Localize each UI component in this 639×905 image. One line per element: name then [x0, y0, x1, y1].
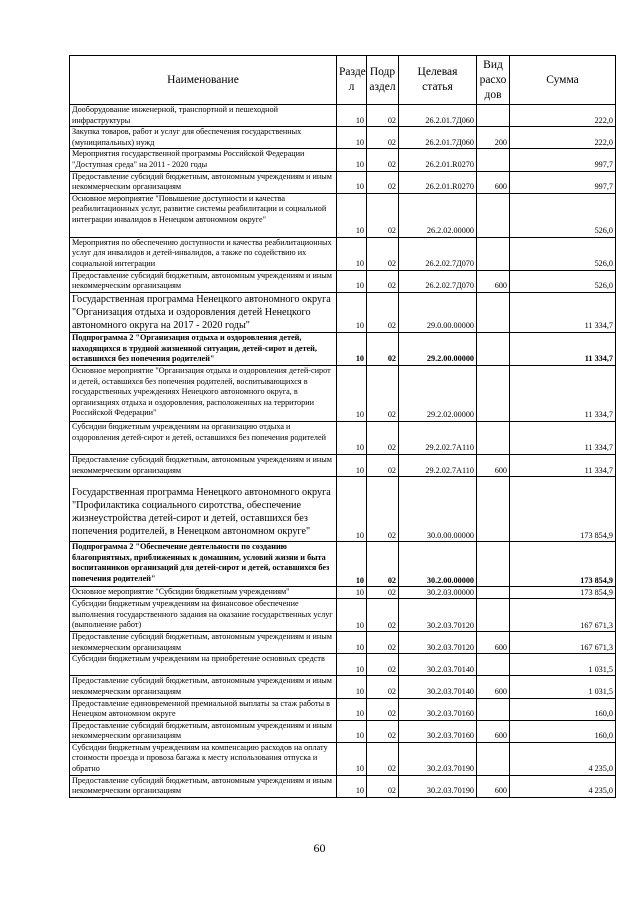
header-razdel: Разде л	[337, 56, 367, 105]
row-target: 30.2.03.70140	[399, 654, 477, 676]
row-name: Субсидии бюджетным учреждениям на организацию отдыха и оздоровления детей-сирот и детей, оставшихся без попечения родителей	[70, 421, 337, 454]
row-podrazdel: 02	[367, 454, 399, 476]
row-podrazdel: 02	[367, 742, 399, 775]
row-razdel: 10	[337, 105, 367, 127]
row-type	[477, 542, 510, 587]
row-target: 30.2.03.70120	[399, 599, 477, 632]
row-target: 29.2.02.7А110	[399, 454, 477, 476]
row-sum: 11 334,7	[510, 454, 616, 476]
row-razdel: 10	[337, 587, 367, 599]
row-podrazdel: 02	[367, 193, 399, 237]
row-razdel: 10	[337, 237, 367, 270]
row-podrazdel: 02	[367, 127, 399, 149]
table-row	[70, 421, 616, 454]
table-row	[70, 454, 616, 476]
table-row	[70, 599, 616, 632]
row-podrazdel: 02	[367, 775, 399, 797]
row-sum: 173 854,9	[510, 542, 616, 587]
row-name: Предоставление субсидий бюджетным, автономным учреждениям и иным некоммерческим организациям	[70, 171, 337, 193]
row-type: 600	[477, 171, 510, 193]
row-razdel: 10	[337, 720, 367, 742]
row-razdel: 10	[337, 654, 367, 676]
row-target: 30.2.03.70190	[399, 742, 477, 775]
row-type: 600	[477, 676, 510, 698]
row-type: 600	[477, 632, 510, 654]
table-row	[70, 149, 616, 171]
table-row	[70, 237, 616, 270]
row-name: Мероприятия государственной программы Российской Федерации "Доступная среда" на 2011 - 2020 годы	[70, 149, 337, 171]
row-type	[477, 587, 510, 599]
row-type: 600	[477, 775, 510, 797]
row-name: Предоставление субсидий бюджетным, автономным учреждениям и иным некоммерческим организациям	[70, 676, 337, 698]
row-sum: 167 671,3	[510, 599, 616, 632]
row-sum: 526,0	[510, 193, 616, 237]
row-type: 200	[477, 127, 510, 149]
row-target: 30.2.03.70120	[399, 632, 477, 654]
row-target: 29.0.00.00000	[399, 292, 477, 332]
row-type	[477, 149, 510, 171]
row-razdel: 10	[337, 149, 367, 171]
row-name: Предоставление субсидий бюджетным, автономным учреждениям и иным некоммерческим организациям	[70, 720, 337, 742]
table-row	[70, 720, 616, 742]
row-name: Субсидии бюджетным учреждениям на приобретение основных средств	[70, 654, 337, 676]
row-name: Предоставление субсидий бюджетным, автономным учреждениям и иным некоммерческим организациям	[70, 270, 337, 292]
row-target: 30.2.03.70140	[399, 676, 477, 698]
table-row	[70, 127, 616, 149]
table-row	[70, 171, 616, 193]
row-sum: 173 854,9	[510, 587, 616, 599]
row-name: Подпрограмма 2 "Организация отдыха и оздоровления детей, находящихся в трудной жизненной ситуации, детей-сирот и детей, оставшихся без попечения родителей"	[70, 332, 337, 365]
row-type	[477, 105, 510, 127]
row-target: 30.2.03.70160	[399, 698, 477, 720]
table-row	[70, 365, 616, 421]
row-type: 600	[477, 454, 510, 476]
row-podrazdel: 02	[367, 654, 399, 676]
row-name: Предоставление субсидий бюджетным, автономным учреждениям и иным некоммерческим организациям	[70, 454, 337, 476]
header-type: Вид расхо дов	[477, 56, 510, 105]
row-target: 30.2.03.70190	[399, 775, 477, 797]
table-row	[70, 270, 616, 292]
row-target: 30.2.03.00000	[399, 587, 477, 599]
row-podrazdel: 02	[367, 720, 399, 742]
row-sum: 4 235,0	[510, 775, 616, 797]
row-podrazdel: 02	[367, 332, 399, 365]
row-sum: 526,0	[510, 237, 616, 270]
row-razdel: 10	[337, 332, 367, 365]
row-name: Дооборудование инженерной, транспортной и пешеходной инфраструктуры	[70, 105, 337, 127]
row-podrazdel: 02	[367, 542, 399, 587]
row-type	[477, 654, 510, 676]
table-row	[70, 193, 616, 237]
row-name: Основное мероприятие "Субсидии бюджетным учреждениям"	[70, 587, 337, 599]
row-razdel: 10	[337, 292, 367, 332]
header-row	[70, 56, 616, 105]
row-name: Основное мероприятие "Повышение доступности и качества реабилитационных услуг, развитие системы реабилитации и социальной интеграции инвалидов в Ненецком автономном округе"	[70, 193, 337, 237]
table-row	[70, 742, 616, 775]
row-target: 30.0.00.00000	[399, 477, 477, 542]
row-target: 29.2.02.00000	[399, 365, 477, 421]
table-row	[70, 632, 616, 654]
table-row	[70, 477, 616, 542]
row-razdel: 10	[337, 698, 367, 720]
row-type: 600	[477, 270, 510, 292]
row-razdel: 10	[337, 742, 367, 775]
row-podrazdel: 02	[367, 237, 399, 270]
row-sum: 1 031,5	[510, 654, 616, 676]
row-target: 26.2.01.7Д060	[399, 127, 477, 149]
row-target: 29.2.00.00000	[399, 332, 477, 365]
row-target: 26.2.02.00000	[399, 193, 477, 237]
row-type	[477, 742, 510, 775]
table-row	[70, 775, 616, 797]
row-razdel: 10	[337, 171, 367, 193]
row-sum: 160,0	[510, 720, 616, 742]
row-name: Государственная программа Ненецкого автономного округа "Профилактика социального сиротства, обеспечение жизнеустройства детей-сирот и детей, оставшихся без попечения родителей, в Ненецком автономном округе"	[70, 477, 337, 542]
row-sum: 167 671,3	[510, 632, 616, 654]
row-type: 600	[477, 720, 510, 742]
page-number: 60	[313, 841, 326, 855]
row-razdel: 10	[337, 127, 367, 149]
row-razdel: 10	[337, 599, 367, 632]
row-sum: 173 854,9	[510, 477, 616, 542]
row-target: 29.2.02.7А110	[399, 421, 477, 454]
row-name: Подпрограмма 2 "Обеспечение деятельности по созданию благоприятных, приближенных к домашним, условий жизни и быта воспитанников организаций для детей-сирот и детей, оставшихся без попечения родителей"	[70, 542, 337, 587]
row-name: Основное мероприятие "Организация отдыха и оздоровления детей-сирот и детей, оставшихся без попечения родителей, воспитывающихся в государственных учреждениях Ненецкого автономного округа, в организациях отдыха и оздоровления, расположенных на территории Российской Федерации"	[70, 365, 337, 421]
row-target: 30.2.03.70160	[399, 720, 477, 742]
row-razdel: 10	[337, 193, 367, 237]
row-sum: 160,0	[510, 698, 616, 720]
row-podrazdel: 02	[367, 292, 399, 332]
row-podrazdel: 02	[367, 632, 399, 654]
row-sum: 526,0	[510, 270, 616, 292]
row-type	[477, 193, 510, 237]
row-target: 26.2.01.R0270	[399, 149, 477, 171]
row-type	[477, 237, 510, 270]
budget-table	[69, 55, 616, 798]
row-sum: 997,7	[510, 171, 616, 193]
row-razdel: 10	[337, 632, 367, 654]
table-row	[70, 587, 616, 599]
row-sum: 222,0	[510, 105, 616, 127]
row-sum: 11 334,7	[510, 332, 616, 365]
row-podrazdel: 02	[367, 599, 399, 632]
table-row	[70, 654, 616, 676]
row-sum: 11 334,7	[510, 292, 616, 332]
row-sum: 11 334,7	[510, 421, 616, 454]
row-razdel: 10	[337, 421, 367, 454]
row-podrazdel: 02	[367, 477, 399, 542]
table-row	[70, 698, 616, 720]
row-name: Предоставление субсидий бюджетным, автономным учреждениям и иным некоммерческим организациям	[70, 632, 337, 654]
row-target: 30.2.00.00000	[399, 542, 477, 587]
row-type	[477, 698, 510, 720]
row-type	[477, 599, 510, 632]
row-podrazdel: 02	[367, 698, 399, 720]
row-razdel: 10	[337, 775, 367, 797]
row-podrazdel: 02	[367, 105, 399, 127]
row-target: 26.2.01.7Д060	[399, 105, 477, 127]
table-row	[70, 292, 616, 332]
row-name: Субсидии бюджетным учреждениям на компенсацию расходов на оплату стоимости проезда и провоза багажа к месту использования отпуска и обратно	[70, 742, 337, 775]
header-sum: Сумма	[510, 56, 616, 105]
row-name: Предоставление субсидий бюджетным, автономным учреждениям и иным некоммерческим организациям	[70, 775, 337, 797]
row-podrazdel: 02	[367, 365, 399, 421]
row-type	[477, 421, 510, 454]
row-sum: 11 334,7	[510, 365, 616, 421]
header-podrazdel: Подр аздел	[367, 56, 399, 105]
row-name: Мероприятия по обеспечению доступности и качества реабилитационных услуг для инвалидов и детей-инвалидов, а также по содействию их социальной интеграции	[70, 237, 337, 270]
table-row	[70, 332, 616, 365]
row-sum: 4 235,0	[510, 742, 616, 775]
row-sum: 1 031,5	[510, 676, 616, 698]
row-razdel: 10	[337, 454, 367, 476]
row-razdel: 10	[337, 477, 367, 542]
row-sum: 997,7	[510, 149, 616, 171]
row-podrazdel: 02	[367, 149, 399, 171]
row-name: Закупка товаров, работ и услуг для обеспечения государственных (муниципальных) нужд	[70, 127, 337, 149]
row-podrazdel: 02	[367, 676, 399, 698]
row-razdel: 10	[337, 365, 367, 421]
table-row	[70, 676, 616, 698]
table-row	[70, 542, 616, 587]
row-target: 26.2.02.7Д070	[399, 270, 477, 292]
row-name: Государственная программа Ненецкого автономного округа "Организация отдыха и оздоровления детей Ненецкого автономного округа на 2017 - 2020 годы"	[70, 292, 337, 332]
table-row	[70, 105, 616, 127]
row-type	[477, 365, 510, 421]
row-target: 26.2.02.7Д070	[399, 237, 477, 270]
row-podrazdel: 02	[367, 421, 399, 454]
row-podrazdel: 02	[367, 171, 399, 193]
row-razdel: 10	[337, 542, 367, 587]
header-name: Наименование	[70, 56, 337, 105]
row-type	[477, 332, 510, 365]
row-podrazdel: 02	[367, 270, 399, 292]
row-podrazdel: 02	[367, 587, 399, 599]
row-type	[477, 477, 510, 542]
row-name: Предоставление единовременной премиальной выплаты за стаж работы в Ненецком автономном округе	[70, 698, 337, 720]
row-type	[477, 292, 510, 332]
row-name: Субсидии бюджетным учреждениям на финансовое обеспечение выполнения государственного задания на оказание государственных услуг (выполнение работ)	[70, 599, 337, 632]
row-razdel: 10	[337, 676, 367, 698]
header-target: Целевая статья	[399, 56, 477, 105]
row-sum: 222,0	[510, 127, 616, 149]
row-razdel: 10	[337, 270, 367, 292]
row-target: 26.2.01.R0270	[399, 171, 477, 193]
